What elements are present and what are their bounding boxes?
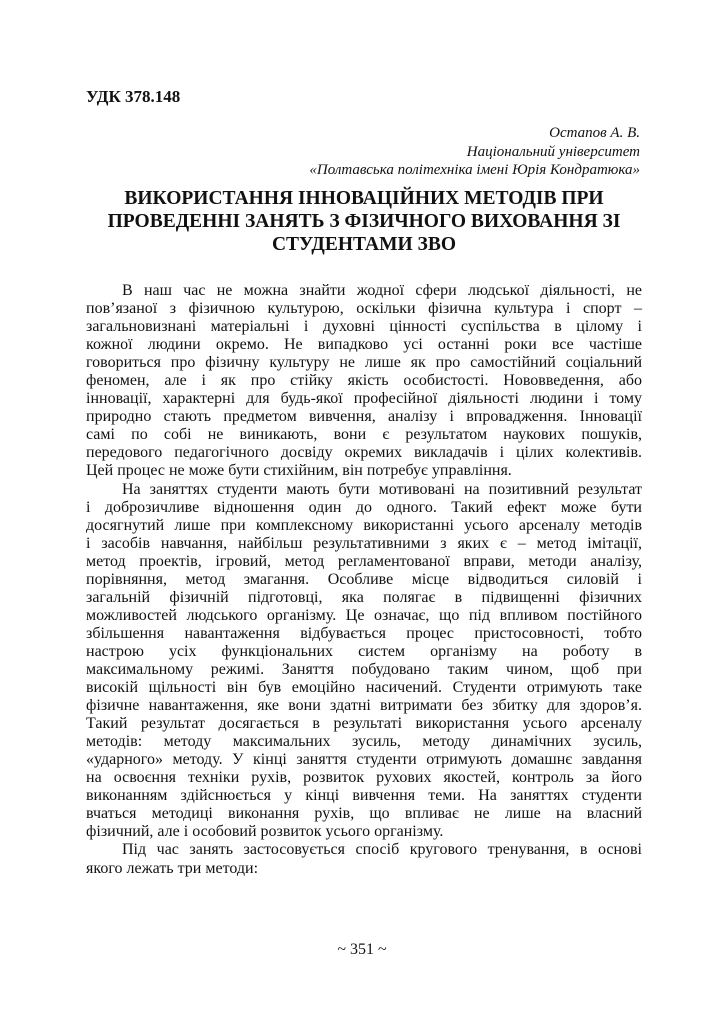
text-line: і доброзичливе відношення один до одного. Такий ефект може бути [86, 498, 642, 516]
text-line: загальновизнані матеріальні і духовні цінності суспільства в цілому і [86, 318, 642, 336]
text-line: феномен, але і як про стійку якість особистості. Нововведення, або [86, 372, 642, 390]
text-line: якого лежать три методи: [86, 859, 259, 877]
text-line: Цей процес не може бути стихійним, він потребує управління. [86, 462, 512, 480]
title-line: ПРОВЕДЕННІ ЗАНЯТЬ З ФІЗИЧНОГО ВИХОВАННЯ ЗІ [107, 211, 621, 232]
text-line: пов’язаної з фізичною культурою, оскільки фізична культура і спорт – [86, 300, 642, 318]
title-line: ВИКОРИСТАННЯ ІННОВАЦІЙНИХ МЕТОДІВ ПРИ [124, 188, 604, 209]
author-name: Остапов А. В. [549, 125, 640, 141]
text-line: високій щільності він був емоційно насичений. Студенти отримують таке [86, 679, 642, 697]
text-line: на освоєння техніки рухів, розвиток рухових якостей, контроль за його [86, 769, 642, 787]
title-line: СТУДЕНТАМИ ЗВО [271, 234, 457, 255]
text-line: можливостей людського організму. Це означає, що під впливом постійного [86, 606, 642, 624]
text-line: порівняння, метод змагання. Особливе місце відводиться силовій і [86, 570, 642, 588]
paragraph [86, 282, 642, 481]
text-line: «ударного» методу. У кінці заняття студенти отримують домашнє завдання [86, 751, 642, 769]
text-line: виконанням здійснюється у кінці вивчення теми. На заняттях студенти [86, 787, 642, 805]
text-line: максимальному режимі. Заняття побудовано таким чином, щоб при [86, 660, 642, 678]
author-affiliation: Національний університет [466, 143, 640, 160]
paragraph [86, 841, 642, 877]
text-line: Такий результат досягається в результаті використання усього арсеналу [86, 715, 642, 733]
paragraph [86, 481, 642, 842]
text-line: загальній фізичній підготовці, яка полягає в підвищенні фізичних [86, 588, 642, 606]
page-number: ~ 351 ~ [337, 941, 387, 958]
text-line: вчаться методиці виконання рухів, що впливає не лише на власний [86, 805, 642, 823]
text-line: і засобів навчання, найбільш результативними з яких є – метод імітації, [86, 534, 642, 552]
text-line: методів: методу максимальних зусиль, методу динамічних зусиль, [86, 733, 642, 751]
article-title [86, 187, 642, 256]
text-line: кожної людини окремо. Не випадково усі останні роки все частіше [86, 336, 642, 354]
text-line: говориться про фізичну культуру не лише як про самостійний соціальний [86, 354, 642, 372]
text-line: На заняттях студенти мають бути мотивовані на позитивний результат [122, 480, 642, 498]
text-line: Під час занять застосовується спосіб кругового тренування, в основі [122, 841, 642, 859]
text-line: фізичний, але і особовий розвиток усього організму. [86, 823, 444, 841]
text-line: настрою усіх функціональних систем організму на роботу в [86, 642, 642, 660]
text-line: досягнутий лише при комплексному використанні усього арсеналу методів [86, 516, 642, 534]
article-body [86, 282, 642, 878]
text-line: природно стають предметом вивчення, аналізу і впровадження. Інновації [86, 408, 642, 426]
text-line: передового педагогічного досвіду окремих викладачів і цілих колективів. [86, 444, 642, 462]
text-line: інновації, характерні для будь-якої професійної діяльності людини і тому [86, 390, 642, 408]
text-line: самі по собі не виникають, вони є результатом наукових пошуків, [86, 426, 642, 444]
text-line: метод проектів, ігровий, метод регламентованої вправи, методи аналізу, [86, 552, 642, 570]
text-line: В наш час не можна знайти жодної сфери людської діяльності, не [122, 282, 642, 299]
text-line: збільшення навантаження відбувається процес пристосовності, тобто [86, 624, 642, 642]
author-affiliation-institution: «Полтавська політехніка імені Юрія Кондратюка» [309, 162, 640, 178]
author-block [309, 124, 640, 180]
udk-code: УДК 378.148 [86, 87, 181, 106]
text-line: фізичне навантаження, яке вони здатні витримати без збитку для здоров’я. [86, 697, 642, 715]
